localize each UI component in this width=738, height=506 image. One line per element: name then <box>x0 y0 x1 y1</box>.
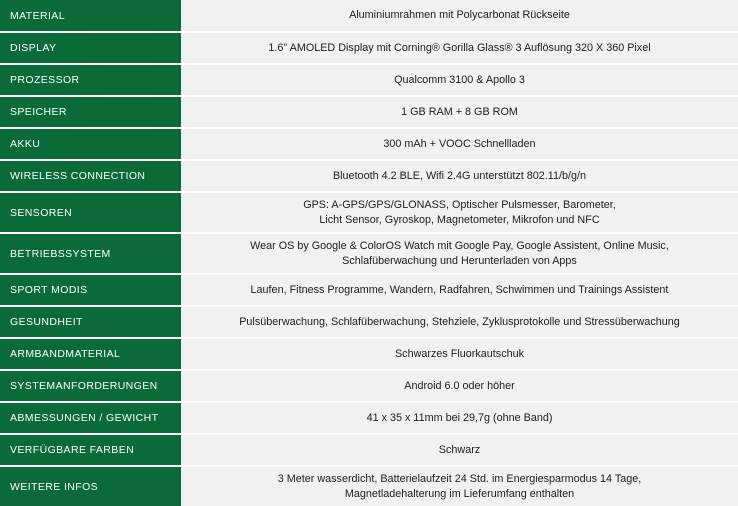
spec-label-cell: SENSOREN <box>0 192 181 233</box>
table-row <box>0 128 738 160</box>
spec-value-line: Android 6.0 oder höher <box>404 379 515 392</box>
spec-value-cell <box>181 274 738 306</box>
spec-value-cell <box>181 233 738 274</box>
spec-value-line: 41 x 35 x 11mm bei 29,7g (ohne Band) <box>366 411 553 424</box>
table-row <box>0 192 738 233</box>
spec-value-line: 1.6" AMOLED Display mit Corning® Gorilla Glass® 3 Auflösung 320 X 360 Pixel <box>268 41 651 54</box>
table-row <box>0 233 738 274</box>
spec-value-line: Schlafüberwachung und Herunterladen von Apps <box>342 254 577 267</box>
spec-label-cell: AKKU <box>0 128 181 160</box>
spec-value-cell <box>181 306 738 338</box>
spec-value-line: Pulsüberwachung, Schlafüberwachung, Stehziele, Zyklusprotokolle und Stressüberwachung <box>239 315 680 328</box>
table-row <box>0 0 738 32</box>
spec-label-cell: SPORT MODIS <box>0 274 181 306</box>
table-row <box>0 466 738 506</box>
spec-label-cell: PROZESSOR <box>0 64 181 96</box>
spec-label-cell: SPEICHER <box>0 96 181 128</box>
spec-value-line: 1 GB RAM + 8 GB ROM <box>401 105 518 118</box>
spec-label-cell: SYSTEMANFORDERUNGEN <box>0 370 181 402</box>
spec-value-line: Schwarz <box>438 443 481 456</box>
spec-value-line: Wear OS by Google & ColorOS Watch mit Google Pay, Google Assistent, Online Music, <box>250 240 669 253</box>
table-row <box>0 32 738 64</box>
spec-value-line: Aluminiumrahmen mit Polycarbonat Rückseite <box>349 9 570 22</box>
spec-value-line: 300 mAh + VOOC Schnellladen <box>383 137 536 150</box>
spec-label-cell: ABMESSUNGEN / GEWICHT <box>0 402 181 434</box>
spec-value-line: 3 Meter wasserdicht, Batterielaufzeit 24 Std. im Energiesparmodus 14 Tage, <box>277 473 642 486</box>
spec-value-line: Schwarzes Fluorkautschuk <box>394 347 524 360</box>
spec-value-cell <box>181 0 738 32</box>
spec-value-cell <box>181 192 738 233</box>
spec-value-cell <box>181 434 738 466</box>
table-row <box>0 160 738 192</box>
spec-value-line: GPS: A-GPS/GPS/GLONASS, Optischer Pulsmesser, Barometer, <box>303 199 616 211</box>
spec-label-cell: GESUNDHEIT <box>0 306 181 338</box>
spec-label-cell: BETRIEBSSYSTEM <box>0 233 181 274</box>
spec-value-line: Qualcomm 3100 & Apollo 3 <box>394 73 525 86</box>
spec-value-line: Magnetladehalterung im Lieferumfang enthalten <box>344 487 575 500</box>
spec-label-cell: DISPLAY <box>0 32 181 64</box>
spec-value-cell <box>181 160 738 192</box>
spec-value-cell <box>181 466 738 506</box>
spec-value-cell <box>181 402 738 434</box>
spec-label-cell: VERFÜGBARE FARBEN <box>0 434 181 466</box>
table-row <box>0 64 738 96</box>
table-row <box>0 370 738 402</box>
spec-value-cell <box>181 96 738 128</box>
table-row <box>0 338 738 370</box>
spec-label-cell: MATERIAL <box>0 0 181 32</box>
spec-label-cell: WIRELESS CONNECTION <box>0 160 181 192</box>
spec-value-line: Bluetooth 4.2 BLE, Wifi 2.4G unterstützt 802.11/b/g/n <box>332 169 587 182</box>
spec-value-cell <box>181 128 738 160</box>
table-row <box>0 274 738 306</box>
spec-value-cell <box>181 370 738 402</box>
spec-label-cell: ARMBANDMATERIAL <box>0 338 181 370</box>
table-row <box>0 434 738 466</box>
table-row <box>0 306 738 338</box>
spec-label-cell: WEITERE INFOS <box>0 466 181 506</box>
spec-value-cell <box>181 338 738 370</box>
spec-value-cell <box>181 32 738 64</box>
table-row <box>0 96 738 128</box>
spec-value-line: Laufen, Fitness Programme, Wandern, Radfahren, Schwimmen und Trainings Assistent <box>250 283 669 296</box>
spec-value-cell <box>181 64 738 96</box>
spec-value-line: Licht Sensor, Gyroskop, Magnetometer, Mikrofon und NFC <box>319 213 600 226</box>
table-row <box>0 402 738 434</box>
